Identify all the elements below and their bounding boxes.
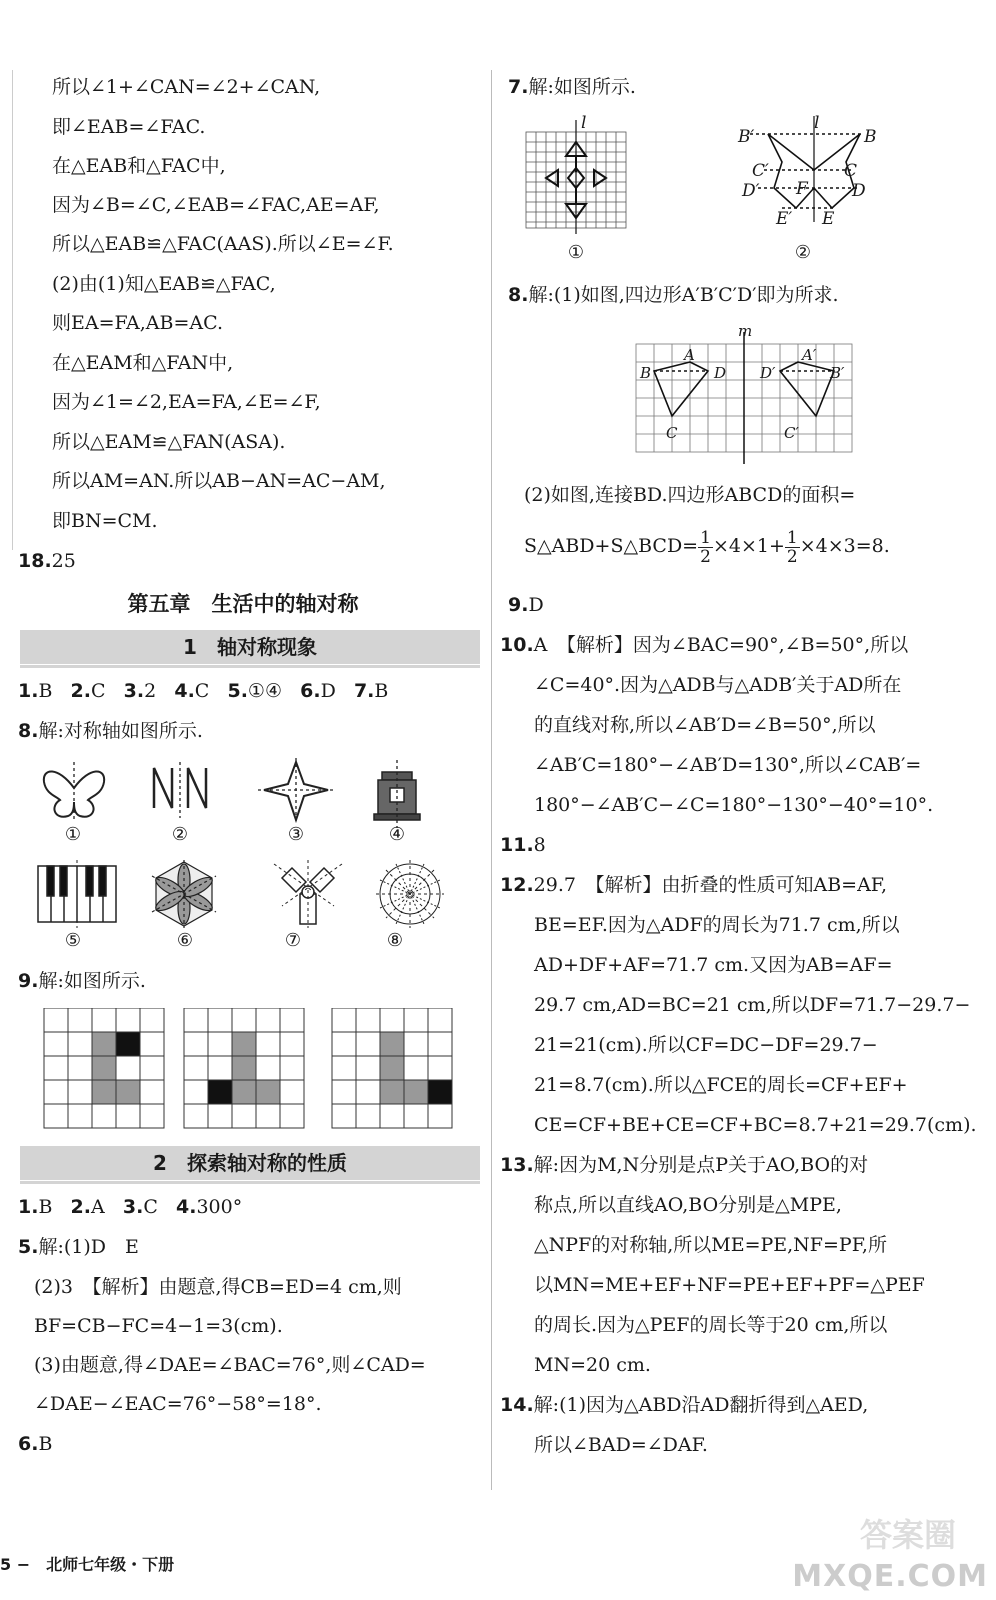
point-label: B (640, 364, 652, 382)
solution-line: CE=CF+BE+CE=CF+BC=8.7+21=29.7(cm). (534, 1114, 977, 1136)
question-10: 10.A 【解析】因为∠BAC=90°,∠B=50°,所以 (500, 634, 909, 656)
answer-18: 18.25 (18, 550, 76, 572)
question-8: 8.解:对称轴如图所示. (18, 720, 203, 742)
question-6: 6.B (18, 1433, 53, 1455)
point-label: E′ (776, 209, 793, 229)
four-point-star-figure (258, 758, 334, 824)
proof-line: 因为∠1=∠2,EA=FA,∠E=∠F, (52, 391, 321, 413)
proof-line: 即BN=CM. (52, 510, 158, 532)
chapter-title: 第五章 生活中的轴对称 (127, 592, 359, 616)
solution-line: 180°−∠AB′C−∠C=180°−130°−40°=10°. (534, 794, 934, 816)
figure-caption: ② (794, 242, 812, 263)
figure-caption: ⑦ (284, 930, 302, 951)
solution-line: AD+DF+AF=71.7 cm.又因为AB=AF= (534, 954, 893, 976)
question-7: 7.解:如图所示. (508, 76, 636, 98)
snowflake-figure (376, 860, 444, 928)
left-margin-rule (12, 70, 13, 550)
hexagon-flower-figure (152, 860, 216, 928)
grid-2 (184, 1008, 304, 1128)
proof-line: 所以∠1+∠CAN=∠2+∠CAN, (52, 76, 321, 98)
solution-line: ∠C=40°.因为△ADB与△ADB′关于AD所在 (534, 674, 902, 696)
gate-figure (374, 760, 420, 828)
axis-label-l: l (814, 113, 820, 133)
solution-line: MN=20 cm. (534, 1354, 651, 1376)
symmetry-figures-row-2 (34, 860, 474, 930)
question-8-right: 8.解:(1)如图,四边形A′B′C′D′即为所求. (508, 284, 839, 306)
point-label: B′ (830, 364, 845, 382)
figure-caption: ① (567, 242, 585, 263)
question-5: 5.解:(1)D E (18, 1236, 139, 1258)
proof-line: 即∠EAB=∠FAC. (52, 116, 206, 138)
figure-caption: ④ (388, 824, 406, 845)
solution-line: 以MN=ME+EF+NF=PE+EF+PF=△PEF (534, 1274, 925, 1296)
point-label: C (666, 424, 678, 442)
proof-line: (2)由(1)知△EAB≌△FAC, (52, 273, 276, 295)
point-label: E (822, 209, 835, 229)
question-12: 12.29.7 【解析】由折叠的性质可知AB=AF, (500, 874, 888, 896)
three-arm-figure (274, 860, 342, 928)
axis-label-l: l (581, 113, 587, 133)
question-13: 13.解:因为M,N分别是点P关于AO,BO的对 (500, 1154, 869, 1176)
figure-caption: ⑧ (386, 930, 404, 951)
proof-line: 所以△EAB≌△FAC(AAS).所以∠E=∠F. (52, 233, 394, 255)
solution-line: ∠AB′C=180°−∠AB′D=130°,所以∠CAB′= (534, 754, 922, 776)
question-14: 14.解:(1)因为△ABD沿AD翻折得到△AED, (500, 1394, 869, 1416)
solution-line: (3)由题意,得∠DAE=∠BAC=76°,则∠CAD= (34, 1354, 426, 1376)
section-1-header: 1 轴对称现象 (20, 630, 480, 664)
solution-line: 29.7 cm,AD=BC=21 cm,所以DF=71.7−29.7− (534, 994, 971, 1016)
figure-caption: ⑤ (64, 930, 82, 951)
point-label: C′ (784, 424, 799, 442)
point-label: D′ (760, 364, 776, 382)
point-label: C′ (752, 161, 769, 181)
solution-line: △NPF的对称轴,所以ME=PE,NF=PF,所 (534, 1234, 887, 1256)
grid-answers (34, 1008, 480, 1130)
butterfly-figure (44, 762, 104, 822)
figure-caption: ② (171, 824, 189, 845)
q7-grid-figure (526, 120, 626, 234)
solution-line: 21=21(cm).所以CF=DC−DF=29.7− (534, 1034, 878, 1056)
grid-1 (44, 1008, 164, 1128)
question-9: 9.解:如图所示. (18, 970, 146, 992)
area-formula: S△ABD+S△BCD= $\frac{1}{2}$ ×4×1+ $\frac{1}{2}$ ×4×3=8. (524, 527, 890, 567)
proof-line: 则EA=FA,AB=AC. (52, 312, 224, 334)
piano-keys-figure (38, 860, 116, 928)
solution-line: 的直线对称,所以∠AB′D=∠B=50°,所以 (534, 714, 876, 736)
proof-line: 所以△EAM≌△FAN(ASA). (52, 431, 286, 453)
answer-11: 11.8 (500, 834, 546, 856)
solution-line: ∠DAE−∠EAC=76°−58°=18°. (34, 1393, 322, 1415)
point-label: A′ (802, 346, 817, 364)
proof-line: 在△EAM和△FAN中, (52, 352, 234, 374)
solution-line: 的周长.因为△PEF的周长等于20 cm,所以 (534, 1314, 888, 1336)
solution-line: BF=CB−FC=4−1=3(cm). (34, 1315, 283, 1337)
letter-n-figure (154, 762, 206, 818)
solution-line: 称点,所以直线AO,BO分别是△MPE, (534, 1194, 842, 1216)
column-divider (491, 70, 492, 1490)
watermark: MXQE.COM (792, 1559, 988, 1594)
figure-caption: ⑥ (176, 930, 194, 951)
solution-line: 所以∠BAD=∠DAF. (534, 1434, 708, 1456)
solution-line: BE=EF.因为△ADF的周长为71.7 cm,所以 (534, 914, 900, 936)
grid-3 (332, 1008, 452, 1128)
solution-line: 21=8.7(cm).所以△FCE的周长=CF+EF+ (534, 1074, 908, 1096)
point-label: D (852, 181, 866, 201)
point-label: B (864, 127, 877, 147)
answer-9: 9.D (508, 594, 544, 616)
proof-line: 因为∠B=∠C,∠EAB=∠FAC,AE=AF, (52, 194, 380, 216)
watermark-logo: 答案圈 (859, 1516, 956, 1554)
section-1-answers: 1.B 2.C 3.2 4.C 5.①④ 6.D 7.B (18, 680, 389, 702)
section-2-answers: 1.B 2.A 3.C 4.300° (18, 1196, 243, 1218)
figure-caption: ① (64, 824, 82, 845)
point-label: F (796, 179, 808, 199)
section-2-header: 2 探索轴对称的性质 (20, 1146, 480, 1180)
point-label: D′ (742, 181, 760, 201)
proof-line: 所以AM=AN.所以AB−AN=AC−AM, (52, 470, 386, 492)
solution-line: (2)3 【解析】由题意,得CB=ED=4 cm,则 (34, 1276, 402, 1298)
proof-line: 在△EAB和△FAC中, (52, 155, 226, 177)
point-label: D (714, 364, 727, 382)
figure-caption: ③ (287, 824, 305, 845)
point-label: A (684, 346, 695, 364)
page-footer: 5 − 北师七年级・下册 (0, 1555, 175, 1574)
point-label: C (844, 161, 858, 181)
solution-line: (2)如图,连接BD.四边形ABCD的面积= (524, 484, 856, 506)
point-label: B′ (738, 127, 755, 147)
axis-label-m: m (738, 322, 753, 340)
